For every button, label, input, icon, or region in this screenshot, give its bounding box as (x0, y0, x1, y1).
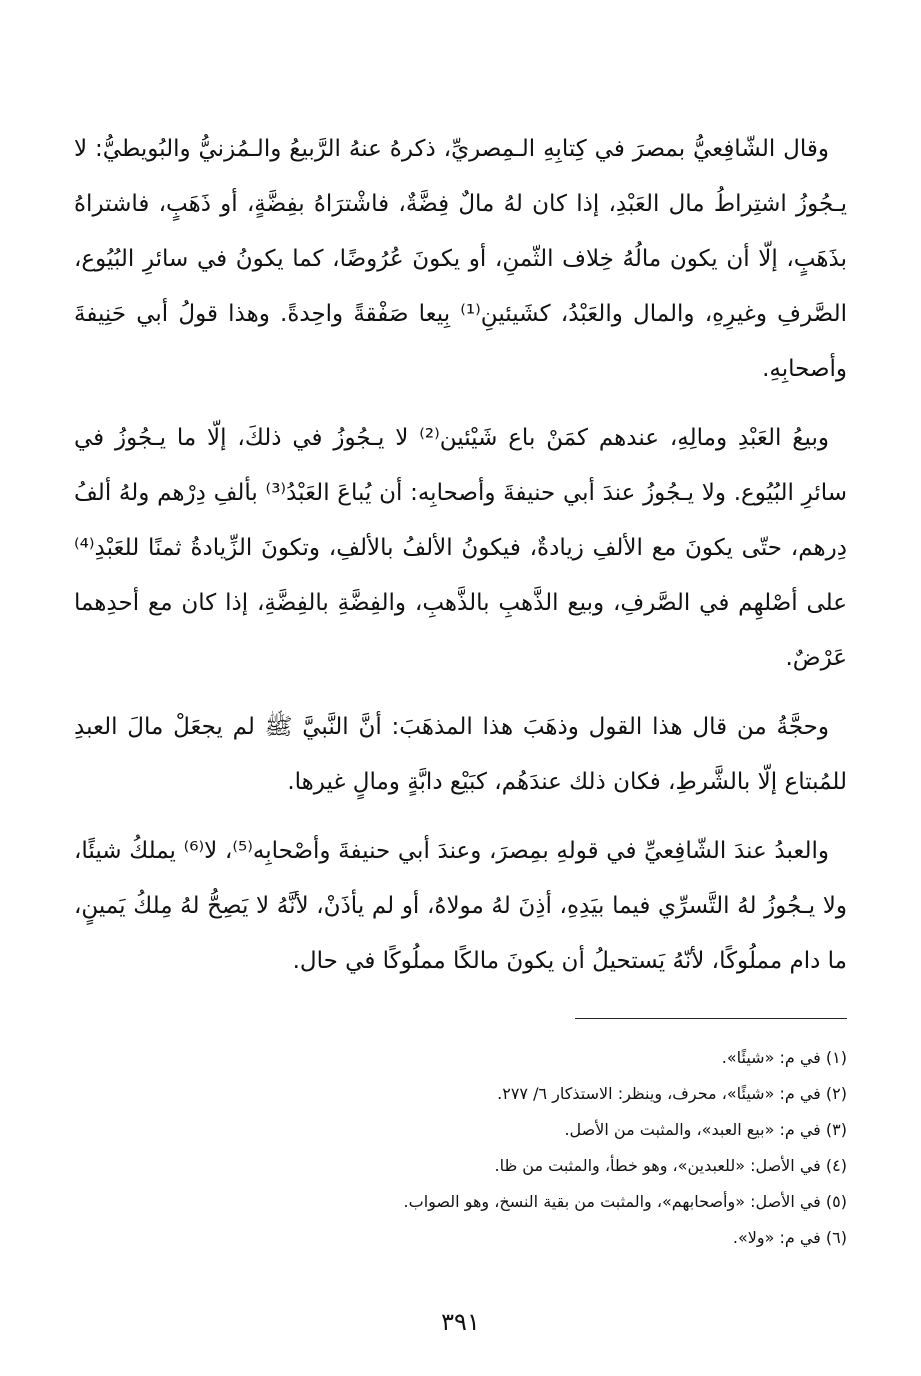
footnote-separator (575, 1018, 847, 1019)
paragraph-4-text: والعبدُ عندَ الشّافِعيِّ في قولهِ بمِصرَ، وعندَ أبي حنيفةَ وأصْحابِه⁽⁵⁾، لا⁽⁶⁾ يملكُ شيئًا، ولا يـجُوزُ لهُ التَّسرِّي فيما بيَدِهِ، أذِنَ لهُ مولاهُ، أو لم يأذَنْ، لأنَّهُ لا يَصِحُّ لهُ مِلكُ يَمينٍ، ما دام مملُوكًا، لأنّهُ يَستحيلُ أن يكونَ مالكًا مملُوكًا في حال. (74, 838, 847, 974)
paragraph-3 (74, 700, 847, 810)
paragraph-1 (74, 122, 847, 397)
paragraph-2-text: وبيعُ العَبْدِ ومالِهِ، عندهم كمَنْ باع شَيْئين⁽²⁾ لا يـجُوزُ في ذلكَ، إلّا ما يـجُوزُ في سائرِ البُيُوع. ولا يـجُوزُ عندَ أبي حنيفةَ وأصحابِه: أن يُباعَ العَبْدُ⁽³⁾ بألفِ دِرْهم ولهُ ألفُ دِرهم، حتّى يكونَ مع الألفِ زيادةٌ، فيكونُ الألفُ بالألفِ، وتكونَ الزِّيادةُ ثمنًا للعَبْدِ⁽⁴⁾ على أصْلهِم في الصَّرفِ، وبيع الذَّهبِ بالذَّهبِ، والفِضَّةِ بالفِضَّةِ، إذا كان مع أحدِهما عَرْضٌ. (74, 425, 847, 671)
paragraph-3-text: وحجَّةُ من قال هذا القول وذهَبَ هذا المذهَبَ: أنَّ النَّبيَّ ﷺ لم يجعَلْ مالَ العبدِ للمُبتاع إلّا بالشَّرطِ، فكان ذلك عندَهُم، كبَيْع دابَّةٍ ومالٍ غيرها. (74, 714, 847, 795)
footnotes (74, 1040, 847, 1256)
footnote-4: (٤) في الأصل: «للعبدين»، وهو خطأ، والمثبت من ظا. (494, 1156, 847, 1175)
main-text (74, 122, 847, 1003)
footnote-1: (١) في م: «شيئًا». (721, 1048, 847, 1067)
paragraph-4 (74, 824, 847, 989)
footnote-5: (٥) في الأصل: «وأصحابهم»، والمثبت من بقية النسخ، وهو الصواب. (403, 1192, 847, 1211)
footnote-6: (٦) في م: «ولا». (732, 1228, 847, 1247)
paragraph-2 (74, 411, 847, 686)
paragraph-1-text: وقال الشّافِعيُّ بمصرَ في كِتابِهِ الـمِصريِّ، ذكرهُ عنهُ الرَّبيعُ والـمُزنيُّ والبُويطيُّ: لا يـجُوزُ اشتِراطُ مال العَبْدِ، إذا كان لهُ مالٌ فِضَّةٌ، فاشْترَاهُ بفِضَّةٍ، أو ذَهَبٍ، فاشتراهُ بذَهَبٍ، إلّا أن يكون مالُهُ خِلاف الثّمنِ، أو يكونَ عُرُوضًا، كما يكونُ في سائرِ البُيُوع، الصَّرفِ وغيرِهِ، والمال والعَبْدُ، كشَيئينِ⁽¹⁾ بِيعا صَفْقةً واحِدةً. وهذا قولُ أبي حَنِيفةَ وأصحابِهِ. (74, 136, 847, 382)
page-number: ٣٩١ (441, 1308, 480, 1336)
footnote-3: (٣) في م: «بيع العبد»، والمثبت من الأصل. (564, 1120, 847, 1139)
footnote-2: (٢) في م: «شيئًا»، محرف، وينظر: الاستذكار ٦/ ٢٧٧. (497, 1084, 847, 1103)
